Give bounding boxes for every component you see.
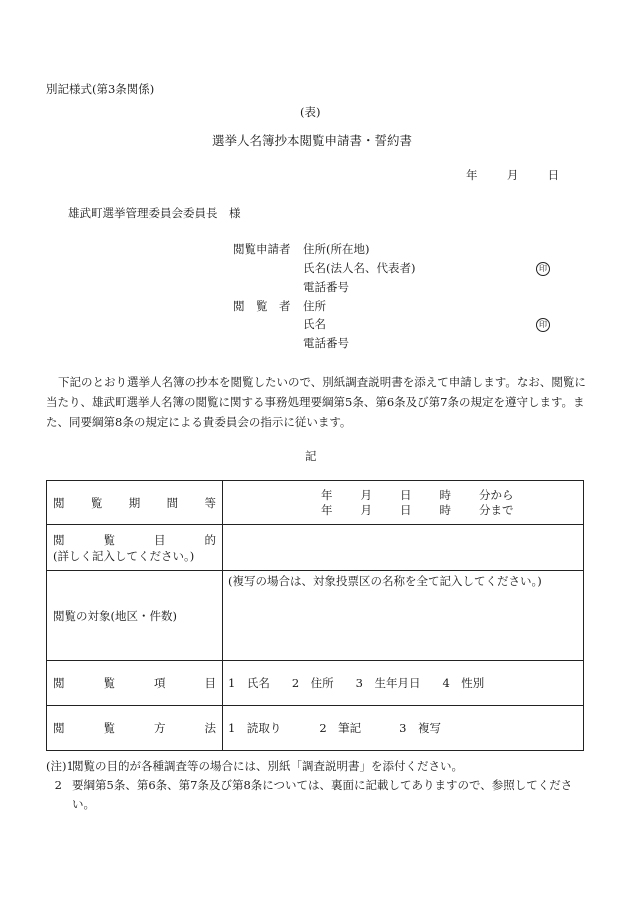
item-option-name[interactable]: 1 氏名 [228,676,270,690]
method-option-write[interactable]: 2 筆記 [319,721,362,735]
document-title: 選挙人名簿抄本閲覧申請書・誓約書 [212,133,413,148]
form-reference: 別記様式(第3条関係) [46,82,155,96]
label-char: 覧 [90,495,103,510]
target-label [47,571,223,661]
applicant-phone-field[interactable]: 電話番号 [303,280,349,294]
label-char: 間 [166,495,179,510]
label-char: 等 [204,495,216,510]
applicant-label: 閲覧申請者 [233,242,291,256]
note-item [46,776,586,814]
label-char: 目 [204,676,216,690]
label-char: 的 [204,532,216,547]
row-method [47,706,584,751]
ki-heading: 記 [305,449,317,463]
method-option-read[interactable]: 1 読取り [228,721,282,735]
label-char: 閲 [53,495,65,510]
label-char: 期 [128,495,141,510]
date-year: 年 [466,168,478,182]
notes [46,757,586,814]
period-unit: 分から [479,487,514,502]
purpose-sub-label: (詳しく記入してください。) [53,548,195,563]
item-option-birthdate[interactable]: 3 生年月日 [355,676,421,690]
items-label [47,661,223,706]
method-option-copy[interactable]: 3 複写 [399,721,441,735]
row-period [47,481,584,525]
purpose-value-cell[interactable] [223,525,584,571]
label-char: 閲 [53,676,65,690]
note-number: 2 [54,778,62,792]
applicant-address-field[interactable]: 住所(所在地) [303,242,370,256]
period-unit: 月 [360,487,372,502]
period-unit: 月 [360,502,372,517]
note-number: (注)1 [46,759,74,773]
date-month: 月 [506,168,519,182]
period-unit: 時 [439,502,451,517]
item-option-address[interactable]: 2 住所 [291,676,334,690]
label-char: 覧 [103,676,115,690]
body-paragraph: 下記のとおり選挙人名簿の抄本を閲覧したいので、別紙調査説明書を添えて申請します。なお、閲覧に当たり、雄武町選挙人名簿の閲覧に関する事務処理要綱第5条、第6条及び第7条の規定を遵守します。また、同要綱第8条の規定による貴委員会の指示に従います。 [46,375,586,429]
viewer-phone-field[interactable]: 電話番号 [303,336,349,350]
target-note: (複写の場合は、対象投票区の名称を全て記入してください。) [228,574,542,588]
period-unit: 分まで [479,502,514,517]
note-item [46,757,586,776]
target-value-cell[interactable] [223,571,584,661]
period-unit: 時 [439,487,451,502]
period-unit: 日 [400,502,412,517]
method-value-cell [223,706,584,751]
label-char: 目 [154,532,166,547]
note-text: 要綱第5条、第6条、第7条及び第8条については、裏面に記載してありますので、参照してください。 [72,778,573,811]
label-char: 法 [204,721,216,735]
label-char: 閲 [53,721,65,735]
row-items [47,661,584,706]
note-text: 閲覧の目的が各種調査等の場合には、別紙「調査説明書」を添付ください。 [72,759,463,773]
row-purpose [47,525,584,571]
period-from-line [321,488,583,503]
applicant-seal [536,260,550,276]
date-day: 日 [547,168,560,182]
target-label-text: 閲覧の対象(地区・件数) [53,608,177,623]
label-char: 覧 [103,532,115,547]
items-value-cell [223,661,584,706]
row-target [47,571,584,661]
label-char: 覧 [103,721,115,735]
addressee: 雄武町選挙管理委員会委員長 様 [68,206,241,220]
application-table [46,480,584,751]
period-unit: 年 [321,502,333,517]
period-label [47,481,223,525]
method-label [47,706,223,751]
seal-icon: 印 [536,262,550,276]
side-label: (表) [300,105,321,119]
label-char: 閲 [53,532,65,547]
period-unit: 日 [400,487,412,502]
item-option-gender[interactable]: 4 性別 [442,676,485,690]
period-unit: 年 [321,487,333,502]
viewer-address-field[interactable]: 住所 [303,299,326,313]
label-char: 項 [154,676,166,690]
viewer-label: 閲 覧 者 [233,299,291,313]
seal-icon: 印 [536,318,550,332]
period-to-line [321,503,583,518]
date-line [466,167,559,183]
applicant-name-field[interactable]: 氏名(法人名、代表者) [303,261,416,275]
viewer-name-field[interactable]: 氏名 [303,317,326,331]
label-char: 方 [154,721,166,735]
purpose-label [47,525,223,571]
period-value-cell[interactable] [223,481,584,525]
viewer-seal [536,316,550,332]
